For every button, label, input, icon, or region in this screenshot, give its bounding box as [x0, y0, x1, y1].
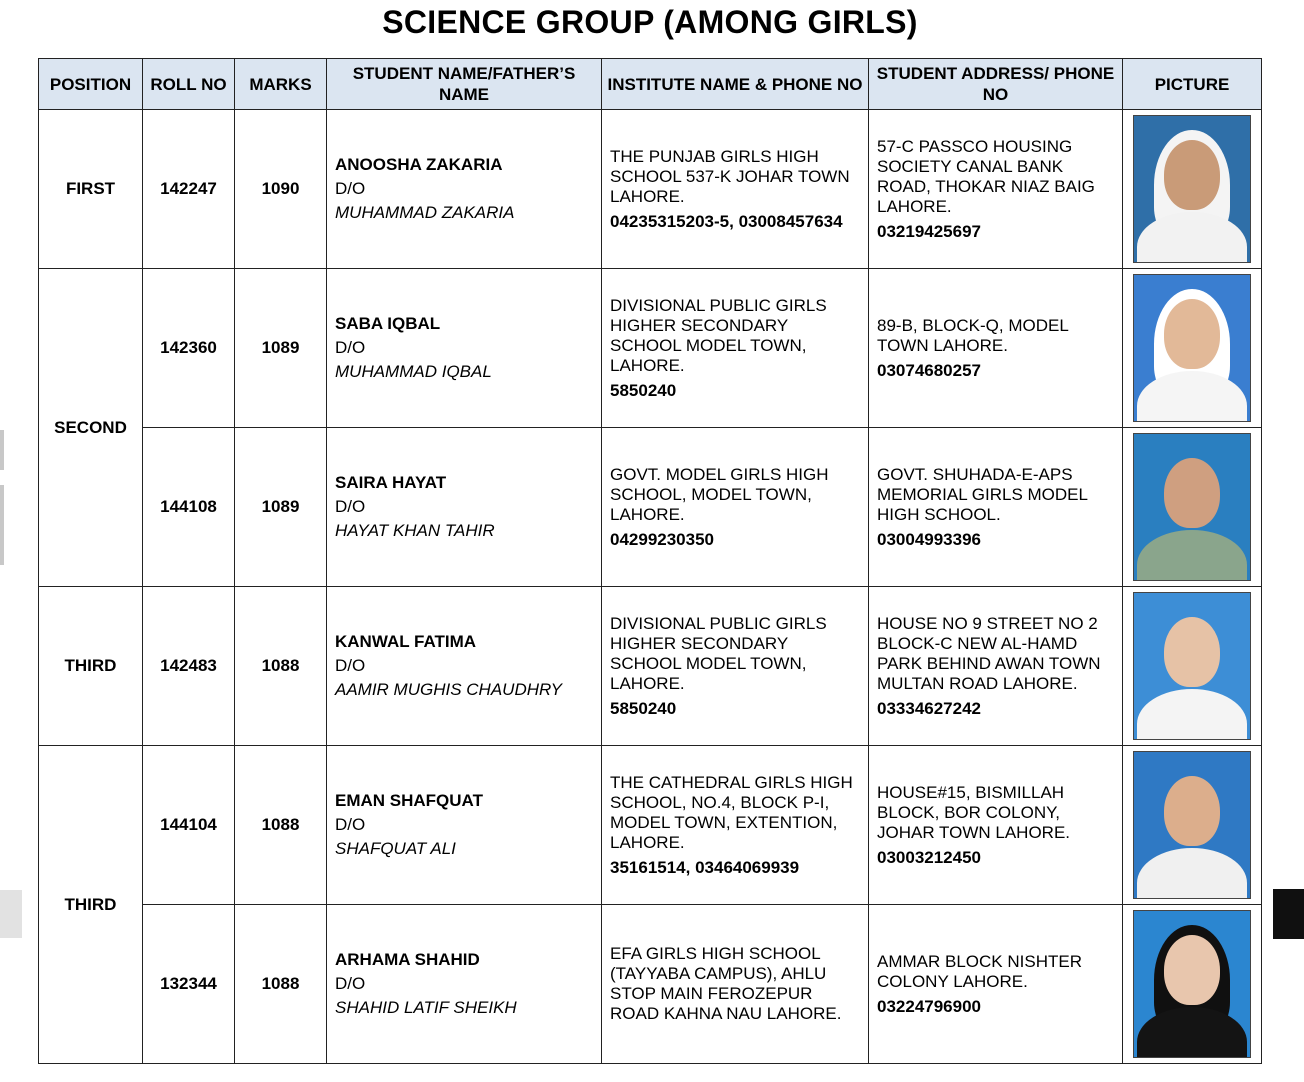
table-row	[39, 110, 1262, 269]
student-phone: 03219425697	[877, 221, 982, 241]
institute-phone: 04235315203-5, 03008457634	[610, 211, 843, 231]
picture-cell	[1123, 746, 1262, 905]
edge-artifact	[0, 430, 4, 470]
shoulders-shape	[1137, 530, 1247, 581]
institute-name: DIVISIONAL PUBLIC GIRLS HIGHER SECONDARY SCHOOL MODEL TOWN, LAHORE.	[610, 613, 827, 693]
institute-phone: 35161514, 03464069939	[610, 857, 800, 877]
student-name: SAIRA HAYAT	[335, 473, 447, 492]
institute-phone: 04299230350	[610, 529, 715, 549]
edge-artifact	[1273, 889, 1304, 939]
face-shape	[1164, 299, 1220, 369]
table-row	[39, 428, 1262, 587]
student-address: 89-B, BLOCK-Q, MODEL TOWN LAHORE.	[877, 315, 1069, 355]
student-name-cell	[327, 587, 602, 746]
shoulders-shape	[1137, 212, 1247, 263]
address-cell	[869, 587, 1123, 746]
institute-name: THE PUNJAB GIRLS HIGH SCHOOL 537-K JOHAR TOWN LAHORE.	[610, 146, 850, 206]
student-name: SABA IQBAL	[335, 314, 441, 333]
father-name: SHAFQUAT ALI	[335, 839, 456, 858]
marks-cell: 1088	[235, 587, 327, 746]
student-address: HOUSE NO 9 STREET NO 2 BLOCK-C NEW AL-HAMD PARK BEHIND AWAN TOWN MULTAN ROAD LAHORE.	[877, 613, 1101, 693]
shoulders-shape	[1137, 1007, 1247, 1058]
student-name-cell	[327, 110, 602, 269]
student-name-cell	[327, 428, 602, 587]
student-name-cell	[327, 905, 602, 1064]
marks-cell: 1088	[235, 905, 327, 1064]
student-phone: 03224796900	[877, 996, 982, 1016]
relation-label: D/O	[335, 179, 366, 198]
position-cell: THIRD	[39, 587, 143, 746]
student-address: HOUSE#15, BISMILLAH BLOCK, BOR COLONY, JOHAR TOWN LAHORE.	[877, 782, 1071, 842]
student-name: EMAN SHAFQUAT	[335, 791, 483, 810]
roll-no-cell: 132344	[143, 905, 235, 1064]
institute-cell	[602, 587, 869, 746]
position-cell: FIRST	[39, 110, 143, 269]
student-photo	[1133, 751, 1251, 899]
student-photo	[1133, 433, 1251, 581]
relation-label: D/O	[335, 656, 366, 675]
relation-label: D/O	[335, 338, 366, 357]
student-name-cell	[327, 269, 602, 428]
relation-label: D/O	[335, 497, 366, 516]
header-picture: PICTURE	[1123, 59, 1262, 110]
marks-cell: 1090	[235, 110, 327, 269]
position-cell: SECOND	[39, 269, 143, 587]
student-photo	[1133, 910, 1251, 1058]
shoulders-shape	[1137, 371, 1247, 422]
picture-cell	[1123, 905, 1262, 1064]
header-roll-no: ROLL NO	[143, 59, 235, 110]
table-row	[39, 587, 1262, 746]
picture-cell	[1123, 110, 1262, 269]
marks-cell: 1088	[235, 746, 327, 905]
father-name: HAYAT KHAN TAHIR	[335, 521, 495, 540]
marks-cell: 1089	[235, 269, 327, 428]
institute-cell	[602, 110, 869, 269]
father-name: SHAHID LATIF SHEIKH	[335, 998, 517, 1017]
institute-name: THE CATHEDRAL GIRLS HIGH SCHOOL, NO.4, BLOCK P-I, MODEL TOWN, EXTENTION, LAHORE.	[610, 772, 853, 852]
student-address: AMMAR BLOCK NISHTER COLONY LAHORE.	[877, 951, 1082, 991]
table-row	[39, 905, 1262, 1064]
page-title: SCIENCE GROUP (AMONG GIRLS)	[382, 4, 918, 40]
student-name: ARHAMA SHAHID	[335, 950, 480, 969]
student-address: 57-C PASSCO HOUSING SOCIETY CANAL BANK ROAD, THOKAR NIAZ BAIG LAHORE.	[877, 136, 1095, 216]
picture-cell	[1123, 428, 1262, 587]
header-address: STUDENT ADDRESS/ PHONE NO	[869, 59, 1123, 110]
roll-no-cell: 142483	[143, 587, 235, 746]
institute-cell	[602, 269, 869, 428]
student-name: ANOOSHA ZAKARIA	[335, 155, 503, 174]
institute-name: EFA GIRLS HIGH SCHOOL (TAYYABA CAMPUS), AHLU STOP MAIN FEROZEPUR ROAD KAHNA NAU LAHORE.	[610, 944, 842, 1023]
header-student-name: STUDENT NAME/FATHER’S NAME	[327, 59, 602, 110]
roll-no-cell: 144104	[143, 746, 235, 905]
student-photo	[1133, 274, 1251, 422]
institute-cell	[602, 746, 869, 905]
face-shape	[1164, 140, 1220, 210]
address-cell	[869, 905, 1123, 1064]
institute-cell	[602, 428, 869, 587]
header-institute: INSTITUTE NAME & PHONE NO	[602, 59, 869, 110]
father-name: AAMIR MUGHIS CHAUDHRY	[335, 680, 562, 699]
header-position: POSITION	[39, 59, 143, 110]
student-photo	[1133, 592, 1251, 740]
relation-label: D/O	[335, 974, 366, 993]
roll-no-cell: 142360	[143, 269, 235, 428]
picture-cell	[1123, 587, 1262, 746]
face-shape	[1164, 458, 1220, 528]
shoulders-shape	[1137, 848, 1247, 899]
shoulders-shape	[1137, 689, 1247, 740]
relation-label: D/O	[335, 815, 366, 834]
results-table	[38, 58, 1262, 1064]
address-cell	[869, 428, 1123, 587]
student-phone: 03003212450	[877, 847, 982, 867]
face-shape	[1164, 617, 1220, 687]
student-address: GOVT. SHUHADA-E-APS MEMORIAL GIRLS MODEL HIGH SCHOOL.	[877, 464, 1088, 524]
father-name: MUHAMMAD IQBAL	[335, 362, 492, 381]
header-marks: MARKS	[235, 59, 327, 110]
institute-name: DIVISIONAL PUBLIC GIRLS HIGHER SECONDARY SCHOOL MODEL TOWN, LAHORE.	[610, 295, 827, 375]
picture-cell	[1123, 269, 1262, 428]
roll-no-cell: 142247	[143, 110, 235, 269]
edge-artifact	[0, 485, 4, 565]
institute-phone: 5850240	[610, 698, 677, 718]
table-row	[39, 746, 1262, 905]
table-row	[39, 269, 1262, 428]
face-shape	[1164, 776, 1220, 846]
edge-artifact	[0, 890, 22, 938]
father-name: MUHAMMAD ZAKARIA	[335, 203, 515, 222]
address-cell	[869, 746, 1123, 905]
position-cell: THIRD	[39, 746, 143, 1064]
address-cell	[869, 269, 1123, 428]
student-phone: 03004993396	[877, 529, 982, 549]
institute-name: GOVT. MODEL GIRLS HIGH SCHOOL, MODEL TOWN, LAHORE.	[610, 464, 829, 524]
student-photo	[1133, 115, 1251, 263]
address-cell	[869, 110, 1123, 269]
face-shape	[1164, 935, 1220, 1005]
header-row	[39, 59, 1262, 110]
marks-cell: 1089	[235, 428, 327, 587]
student-phone: 03074680257	[877, 360, 982, 380]
roll-no-cell: 144108	[143, 428, 235, 587]
student-name-cell	[327, 746, 602, 905]
institute-cell	[602, 905, 869, 1064]
student-phone: 03334627242	[877, 698, 982, 718]
institute-phone: 5850240	[610, 380, 677, 400]
student-name: KANWAL FATIMA	[335, 632, 477, 651]
